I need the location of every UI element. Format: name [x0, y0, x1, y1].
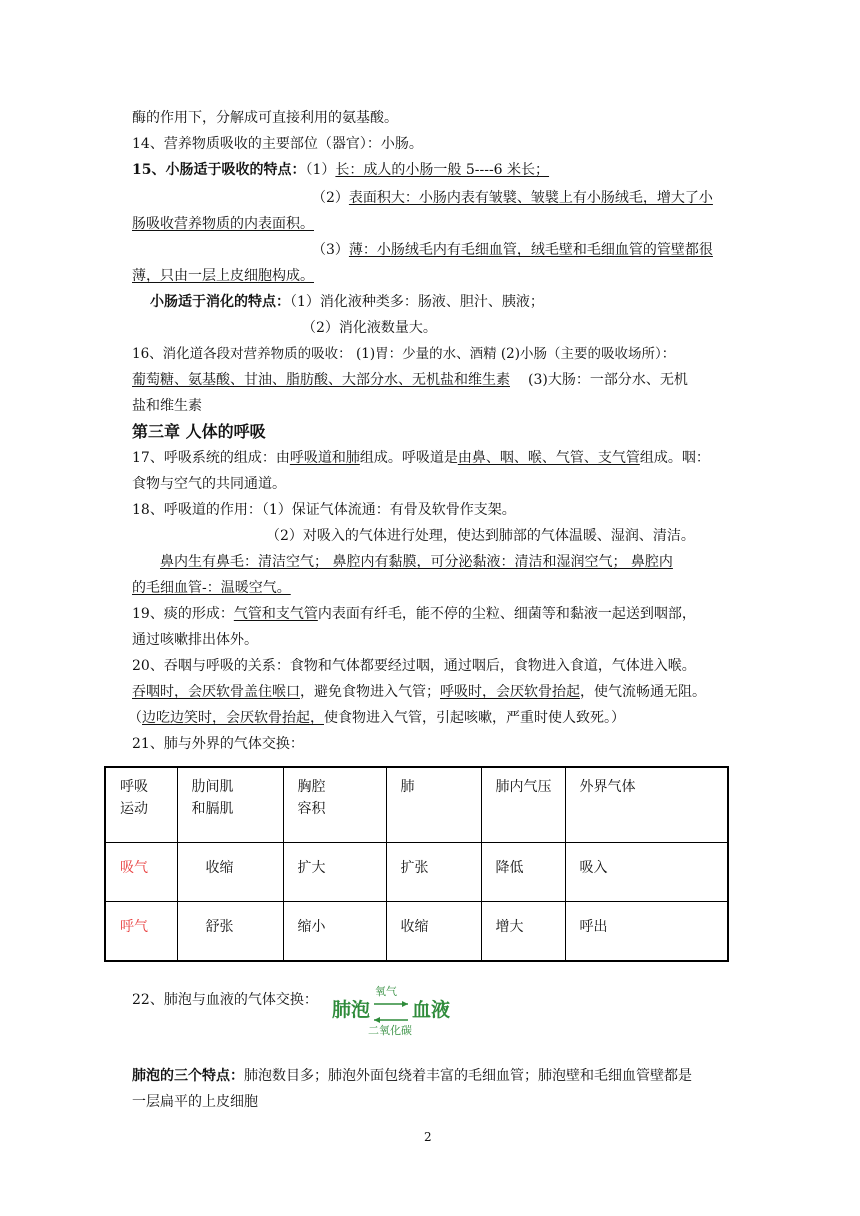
text-span: 组成。呼吸道是	[359, 450, 458, 466]
text-span: 肺泡数目多；肺泡外面包绕着丰富的毛细血管；肺泡壁和毛细血管壁都是	[244, 1068, 692, 1084]
text-line	[132, 1066, 692, 1086]
text-span: ，避免食物进入气管；	[300, 684, 440, 700]
table-cell: 增大	[481, 902, 565, 962]
text-line	[132, 370, 688, 390]
text-line: 薄，只由一层上皮细胞构成。	[132, 268, 314, 284]
text-span: （3）	[312, 242, 349, 258]
text-span: 内表面有纤毛，能不停的尘粒、细菌等和黏液一起送到咽部，	[317, 606, 696, 622]
text-span: 17、呼吸系统的组成：由	[132, 450, 290, 466]
underlined-text: 由鼻、咽、喉、气管、支气管	[457, 450, 640, 466]
text-line: 盐和维生素	[132, 398, 202, 414]
table-header-cell: 外界气体	[565, 767, 728, 843]
text-line: 18、呼吸道的作用：（1）保证气体流通：有骨及软骨作支架。	[132, 502, 516, 518]
row-label-inhale: 吸气	[105, 843, 177, 902]
text-span: （2）	[312, 190, 349, 206]
text-line: （2）消化液数量大。	[302, 320, 437, 336]
underlined-text: 葡萄糖、氨基酸、甘油、脂肪酸、大部分水、无机盐和维生素	[132, 372, 510, 388]
text-line: 一层扁平的上皮细胞	[132, 1094, 258, 1110]
table-row	[105, 843, 728, 902]
page-number: 2	[424, 1130, 432, 1144]
arrowhead-left-icon	[374, 1017, 380, 1023]
text-line	[132, 160, 549, 180]
text-span: ，使气流畅通无阻。	[580, 684, 706, 700]
text-span: （	[128, 710, 142, 726]
arrowhead-right-icon	[402, 1001, 408, 1007]
text-span: 组成。咽：	[639, 450, 710, 466]
text-line: 21、肺与外界的气体交换：	[132, 736, 304, 752]
underlined-text: 边吃边笑时，会厌软骨抬起，	[142, 710, 324, 726]
table-header-cell: 肺内气压	[481, 767, 565, 843]
text-line: 食物与空气的共同通道。	[132, 476, 286, 492]
text-line: 鼻内生有鼻毛：清洁空气； 鼻腔内有黏膜，可分泌黏液：清洁和湿润空气； 鼻腔内	[160, 554, 673, 570]
text-span: 使食物进入气管，引起咳嗽，严重时使人致死。）	[324, 710, 625, 726]
table-cell: 吸入	[565, 843, 728, 902]
table-row	[105, 902, 728, 962]
row-label-exhale: 呼气	[105, 902, 177, 962]
underlined-text: 薄：小肠绒毛内有毛细血管，绒毛壁和毛细血管的管壁都很	[348, 242, 713, 258]
underlined-text: 呼吸道和肺	[289, 450, 360, 466]
text-line: 22、肺泡与血液的气体交换：	[132, 992, 318, 1008]
text-line	[312, 188, 713, 208]
table-header-cell: 胸腔 容积	[283, 767, 386, 843]
text-line	[132, 682, 706, 702]
oxygen-label: 氧气	[375, 985, 397, 998]
bold-label: 小肠适于消化的特点：	[150, 294, 290, 310]
underlined-text: 吞咽时，会厌软骨盖住喉口	[132, 684, 300, 700]
text-span: （1）消化液种类多：肠液、胆汁、胰液；	[290, 294, 544, 310]
table-header-cell: 肋间肌 和膈肌	[177, 767, 283, 843]
text-line	[132, 604, 696, 624]
text-line: （2）对吸入的气体进行处理，使达到肺部的气体温暖、湿润、清洁。	[266, 528, 695, 544]
bold-label: 肺泡的三个特点：	[132, 1068, 244, 1084]
text-line	[150, 292, 544, 312]
text-line: 肠吸收营养物质的内表面积。	[132, 216, 314, 232]
underlined-text: 气管和支气管	[233, 606, 318, 622]
alveoli-label: 肺泡	[332, 999, 371, 1021]
text-line	[132, 448, 710, 468]
underlined-text: 长：成人的小肠一般 5----6 米长；	[335, 162, 550, 178]
text-line: 通过咳嗽排出体外。	[132, 632, 258, 648]
alveoli-blood-exchange-diagram	[326, 982, 466, 1036]
table-cell: 降低	[481, 843, 565, 902]
chapter-heading: 第三章 人体的呼吸	[132, 422, 266, 441]
text-span: （1）	[305, 162, 336, 178]
underlined-text: 表面积大：小肠内表有皱襞、皱襞上有小肠绒毛，增大了小	[348, 190, 713, 206]
table-cell: 扩大	[283, 843, 386, 902]
text-line	[128, 708, 625, 728]
table-header-cell: 呼吸 运动	[105, 767, 177, 843]
bold-label: 15、小肠适于吸收的特点：	[132, 162, 306, 178]
text-line: 16、消化道各段对营养物质的吸收： (1)胃：少量的水、酒精 (2)小肠（主要的吸收场所）：	[132, 346, 676, 362]
text-line: 酶的作用下，分解成可直接利用的氨基酸。	[132, 110, 398, 126]
table-header-row	[105, 767, 728, 843]
blood-label: 血液	[412, 999, 451, 1021]
table-cell: 舒张	[177, 902, 283, 962]
table-cell: 收缩	[386, 902, 481, 962]
text-span: (3)大肠：一部分水、无机	[528, 372, 688, 388]
table-header-cell: 肺	[386, 767, 481, 843]
text-line	[312, 240, 713, 260]
table-cell: 缩小	[283, 902, 386, 962]
underlined-text: 呼吸时，会厌软骨抬起	[440, 684, 580, 700]
co2-label: 二氧化碳	[368, 1024, 412, 1036]
text-line: 14、营养物质吸收的主要部位（器官）：小肠。	[132, 136, 423, 152]
table-cell: 扩张	[386, 843, 481, 902]
text-span: 19、痰的形成：	[132, 606, 234, 622]
gas-exchange-table	[104, 766, 729, 962]
table-cell: 收缩	[177, 843, 283, 902]
text-line: 20、吞咽与呼吸的关系：食物和气体都要经过咽，通过咽后，食物进入食道，气体进入喉。	[132, 658, 696, 674]
table-cell: 呼出	[565, 902, 728, 962]
text-line: 的毛细血管-：温暖空气。	[132, 580, 291, 596]
